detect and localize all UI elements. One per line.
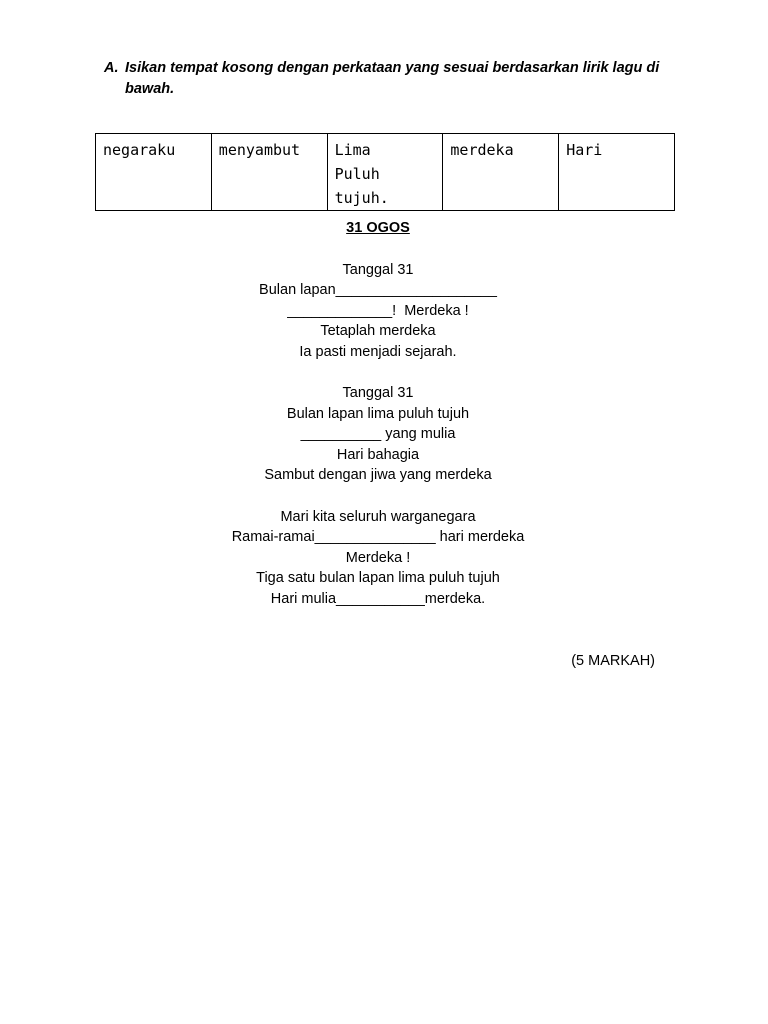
song-title: 31 OGOS (346, 220, 410, 236)
word-bank-cell: Lima Puluh tujuh. (327, 134, 443, 211)
lyric-line: Tetaplah merdeka (320, 323, 436, 339)
lyric-line: Tiga satu bulan lapan lima puluh tujuh (256, 570, 500, 586)
lyric-line: __________ yang mulia (300, 426, 456, 442)
lyric-line: Sambut dengan jiwa yang merdeka (264, 467, 492, 483)
stanza (0, 383, 756, 486)
marks-label: (5 MARKAH) (571, 653, 655, 669)
instruction (104, 58, 664, 100)
lyric-line: Bulan lapan lima puluh tujuh (286, 405, 470, 422)
stanza (0, 260, 756, 363)
instruction-text: Isikan tempat kosong dengan perkataan yang sesuai berdasarkan lirik lagu di bawah. (125, 60, 660, 97)
word-bank-row (96, 134, 675, 211)
question-marker: A. (104, 60, 119, 76)
stanza (0, 507, 756, 610)
lyric-line: Tanggal 31 (342, 385, 414, 401)
word-bank-cell: menyambut (211, 134, 327, 211)
lyric-line: Mari kita seluruh warganegara (280, 508, 476, 525)
lyric-line: Bulan lapan____________________ (259, 282, 497, 298)
word-bank-cell: merdeka (443, 134, 559, 211)
lyric-line: _____________! Merdeka ! (287, 302, 469, 319)
word-bank-cell: Hari (559, 134, 675, 211)
lyric-line: Hari bahagia (336, 446, 420, 463)
lyric-line: Ia pasti menjadi sejarah. (299, 343, 457, 360)
lyric-line: Merdeka ! (345, 549, 411, 566)
song-lyrics (0, 218, 756, 630)
lyric-line: Ramai-ramai_______________ hari merdeka (231, 529, 525, 545)
lyric-line: Hari mulia___________merdeka. (270, 590, 486, 607)
word-bank-cell: negaraku (96, 134, 212, 211)
word-bank-table (95, 133, 675, 211)
lyric-line: Tanggal 31 (342, 261, 414, 278)
